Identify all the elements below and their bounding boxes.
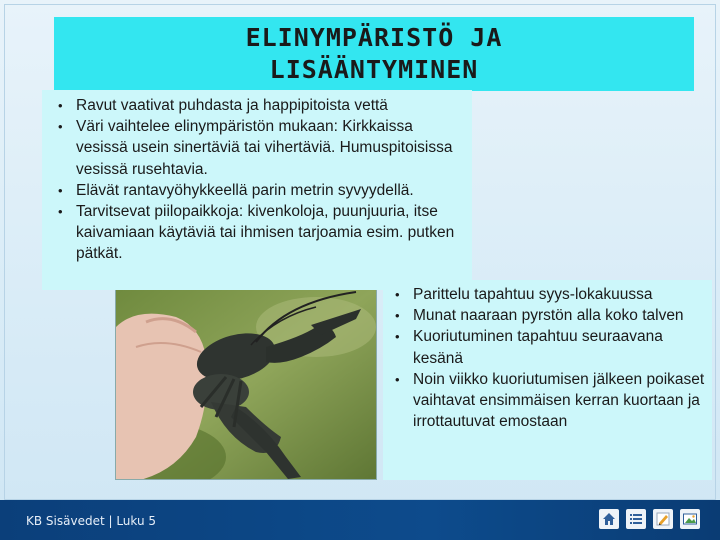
habitat-bullet-list	[54, 95, 466, 265]
footer-text: KB Sisävedet | Luku 5	[26, 514, 157, 528]
bullet-item: • Parittelu tapahtuu syys-lokakuussa	[391, 284, 708, 305]
bullet-item: • Noin viikko kuoriutumisen jälkeen poikaset vaihtavat ensimmäisen kerran kuortaan ja irrottautuvat emostaan	[391, 369, 708, 433]
footer-bar	[0, 500, 720, 540]
image-icon[interactable]	[680, 509, 700, 529]
crayfish-photo	[115, 286, 377, 480]
bullet-item: • Väri vaihtelee elinympäristön mukaan: Kirkkaissa vesissä usein sinertäviä tai vihertäviä. Humuspitoisissa vesissä rusehtavia.	[54, 116, 466, 180]
pencil-icon[interactable]	[653, 509, 673, 529]
list-icon[interactable]	[626, 509, 646, 529]
title-box	[54, 17, 694, 91]
bullet-item: • Elävät rantavyöhykkeellä parin metrin syvyydellä.	[54, 180, 466, 201]
reproduction-bullet-list	[391, 284, 708, 432]
bullet-item: • Munat naaraan pyrstön alla koko talven	[391, 305, 708, 326]
bullet-item: • Tarvitsevat piilopaikkoja: kivenkoloja, puunjuuria, itse kaivamiaan käytäviä tai ihmisen tarjoamia esim. putken pätkät.	[54, 201, 466, 265]
home-icon[interactable]	[599, 509, 619, 529]
crayfish-image	[116, 287, 377, 480]
bullet-item: • Ravut vaativat puhdasta ja happipitoista vettä	[54, 95, 466, 116]
habitat-info-box	[42, 90, 472, 290]
slide-title: ELINYMPÄRISTÖ JA LISÄÄNTYMINEN	[245, 23, 503, 84]
reproduction-info-box	[383, 280, 712, 480]
nav-icons	[599, 509, 700, 529]
bullet-item: • Kuoriutuminen tapahtuu seuraavana kesänä	[391, 326, 708, 368]
